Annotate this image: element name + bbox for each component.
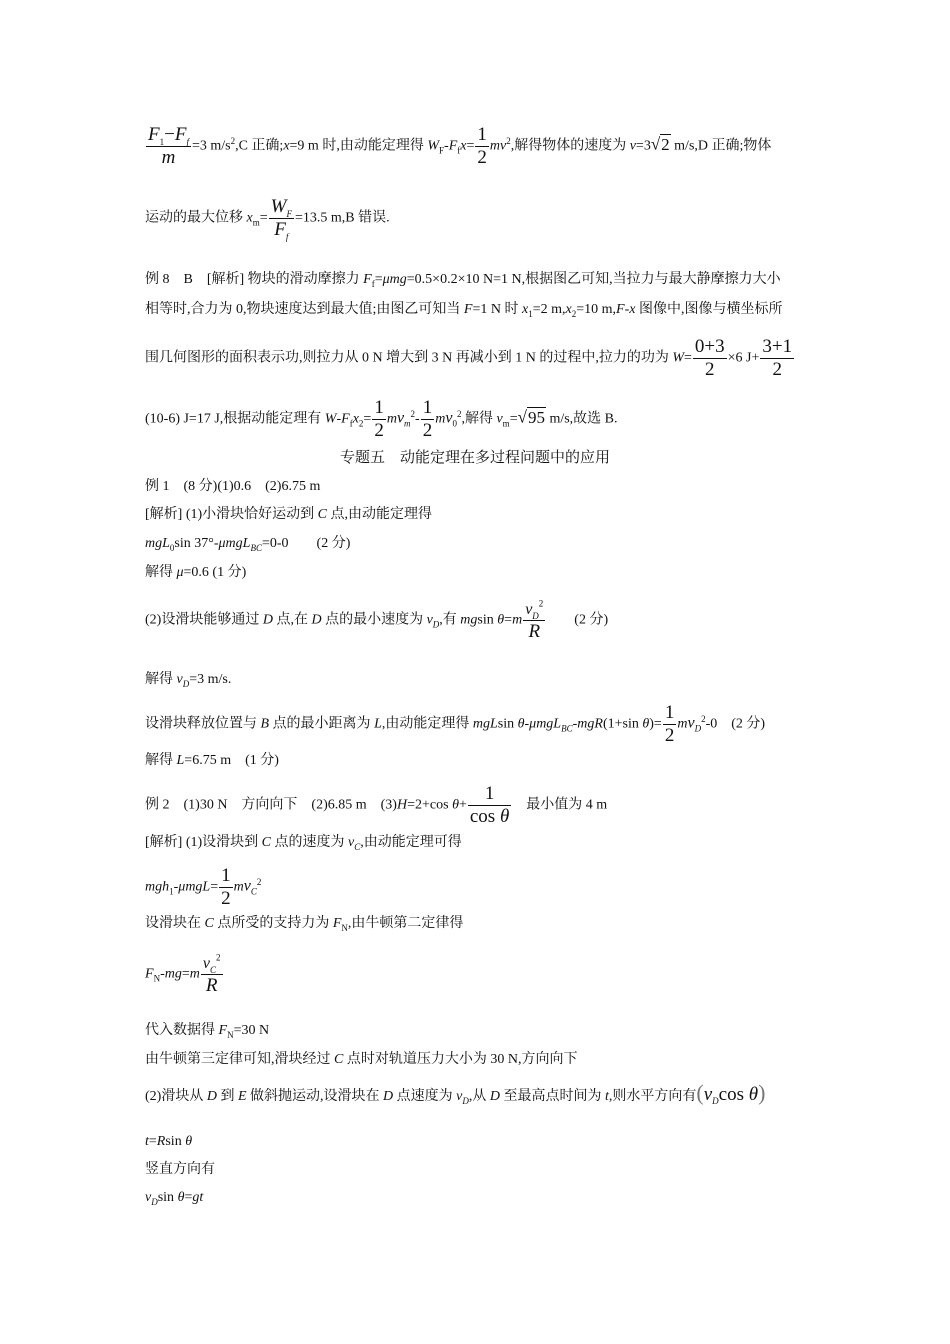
text: 点的最小距离为 (269, 716, 375, 732)
text: = (210, 879, 219, 895)
line-18: 设滑块在 C 点所受的支持力为 $F_N$,由牛顿第二定律得 (145, 916, 464, 933)
fraction: $\frac{3+1}{2}$ (762, 336, 793, 380)
line-23: t=Rsin θ (145, 1134, 193, 1149)
line-6: (10-6) J=17 J,根据动能定理有 $W-F_fx_2=$ $\frac{1}{2}$ $mv_m^2-$ $\frac{1}{2}$ $mv_0^2$,解得 $v_m=√95$ m/s,故选 B. (145, 397, 618, 441)
text: 做斜抛运动,设滑块在 (246, 1089, 384, 1104)
text: sin (157, 1190, 178, 1205)
text: m/s,D 正确;物体 (670, 138, 772, 154)
text: = (181, 966, 190, 982)
line-15: 例 2 (1)30 N 方向向下 (2)6.85 m (3)H=2+cos θ+ $\frac{1}{\text{cos θ}}$ 最小值为 4 m (145, 783, 608, 827)
line-24: 竖直方向有 (145, 1162, 215, 1177)
text: sin (497, 716, 518, 732)
text: =2+cos (407, 797, 453, 813)
text: 设滑块释放位置与 (145, 716, 261, 732)
text: ,由动能定理得 (381, 716, 473, 732)
fraction: $\frac{W_F}{F_f}$ (270, 196, 292, 242)
text: 图像中,图像与横坐标所 (635, 302, 783, 317)
text: = (184, 1190, 193, 1205)
text: (2)滑块从 (145, 1089, 207, 1104)
text: [解析] (1)小滑块恰好运动到 (145, 507, 318, 522)
text: = (504, 612, 513, 628)
line-5: 围几何图形的面积表示功,则拉力从 0 N 增大到 3 N 再减小到 1 N 的过程中,拉力的功为 W= $\frac{0+3}{2}$ ×6 J+ $\frac{3+1}{2}$ (145, 336, 793, 380)
fraction: $\frac{F_1-F_f}{m}$ (148, 124, 189, 168)
text: ,从 (468, 1089, 490, 1104)
fraction: $\frac{1}{2}$ (374, 397, 384, 441)
text: 解得 (145, 672, 177, 687)
text: 例 8 B [解析] 物块的滑动摩擦力 (145, 272, 364, 287)
text: 至最高点时间为 (499, 1089, 605, 1104)
text: = (148, 1134, 157, 1149)
line-3: 例 8 B [解析] 物块的滑动摩擦力 $F_f=\mu mg=0.5\times 0.2\times 10$ N=1 N,根据图乙可知,当拉力与最大静摩擦力大小 (145, 272, 781, 289)
text: (2)设滑块能够通过 (145, 612, 263, 628)
text: m/s,故选 B. (545, 411, 618, 427)
text: [解析] (1)设滑块到 (145, 835, 262, 850)
line-12: 解得 $v_D=3$ m/s. (145, 672, 232, 689)
line-19: $F_N-mg=m$ $\frac{v_C^2}{R}$ (145, 952, 221, 996)
text: =0.5×0.2×10 N=1 N,根据图乙可知,当拉力与最大静摩擦力大小 (406, 272, 781, 287)
line-21: 由牛顿第三定律可知,滑块经过 C 点时对轨道压力大小为 30 N,方向向下 (145, 1052, 578, 1067)
fraction: $\frac{v_D^2}{R}$ (525, 598, 544, 642)
fraction: $\frac{0+3}{2}$ (694, 336, 725, 380)
fraction: $\frac{1}{2}$ (477, 124, 487, 168)
line-10: 解得 μ=0.6 (1 分) (145, 565, 247, 580)
fraction: $\frac{1}{2}$ (422, 397, 433, 441)
line-7: 例 1 (8 分)(1)0.6 (2)6.75 m (145, 479, 321, 494)
text: =13.5 m,B 错误. (294, 210, 390, 226)
line-20: 代入数据得 $F_N=30$ N (145, 1023, 270, 1040)
line-9: mgL$_0$sin 37°-μmgL$_{BC}$=0-0 (2 分) (145, 536, 351, 553)
text: + (458, 797, 467, 813)
text: =9 m 时,由动能定理得 (289, 138, 428, 154)
text: ,解得 (461, 411, 497, 427)
text: =3 m/s. (189, 672, 232, 687)
text: =0-0 (2 分) (261, 536, 351, 551)
text: 点的最小速度为 (321, 612, 427, 628)
text: 最小值为 4 m (512, 797, 608, 813)
text: sin (477, 612, 498, 628)
line-13: 设滑块释放位置与 B 点的最小距离为 L,由动能定理得 mgLsin θ-μmgL$_{BC}$-mgR(1+sin θ)= $\frac{1}{2}$ $mv_D^2-0$ (2 分) (145, 702, 766, 746)
section-heading: 专题五 动能定理在多过程问题中的应用 (339, 450, 610, 466)
text: sin 37°- (174, 536, 219, 551)
text: 点速度为 (393, 1089, 457, 1104)
text: =1 N 时 (472, 302, 522, 317)
text: 运动的最大位移 (145, 210, 247, 226)
text: 例 2 (1)30 N 方向向下 (2)6.85 m (3) (145, 797, 397, 813)
text: =10 m, (576, 302, 616, 317)
text: ,则水平方向有 (608, 1089, 697, 1104)
line-14: 解得 L=6.75 m (1 分) (145, 753, 279, 768)
line-8: [解析] (1)小滑块恰好运动到 C 点,由动能定理得 (145, 507, 432, 522)
text: 相等时,合力为 0,物块速度达到最大值;由图乙可知当 (145, 302, 464, 317)
text: ×6 J+ (727, 350, 760, 366)
text: 解得 (145, 565, 177, 580)
text: ,C 正确; (235, 138, 284, 154)
text: (2 分) (546, 612, 609, 628)
text: =2 m, (532, 302, 566, 317)
line-17: mgh$_1$-μmgL= $\frac{1}{2}$ $mv_C^2$ (145, 865, 262, 909)
line-1: $\frac{F_1-F_f}{m}$ =3 $m/s^2,C$ 正确;x=9 m 时,由动能定理得 $W_F-F_fx=$ $\frac{1}{2}$ $mv^2$,解得物体的速度为 v=3√2 m/s,D 正确;物体 (148, 124, 772, 168)
text: 到 (216, 1089, 238, 1104)
fraction: $\frac{1}{\text{cos θ}}$ (469, 783, 510, 827)
text: 点,由动能定理得 (327, 507, 432, 522)
text: 点所受的支持力为 (213, 916, 333, 931)
text: 点,在 (272, 612, 312, 628)
text: (10-6) J=17 J,根据动能定理有 (145, 411, 325, 427)
text: 解得 (145, 753, 177, 768)
sqrt: √95 (517, 407, 545, 427)
fraction: $\frac{1}{2}$ (221, 865, 231, 909)
text: =0.6 (1 分) (183, 565, 247, 580)
text: 由牛顿第三定律可知,滑块经过 (145, 1052, 334, 1067)
fraction: $\frac{v_C^2}{R}$ (202, 952, 221, 996)
text: ,有 (439, 612, 461, 628)
text: 围几何图形的面积表示功,则拉力从 0 N 增大到 3 N 再减小到 1 N 的过程中,拉力的功为 (145, 350, 673, 366)
text: =6.75 m (1 分) (184, 753, 279, 768)
text: =30 N (233, 1023, 270, 1038)
text: 点的速度为 (271, 835, 348, 850)
fraction: $\frac{1}{2}$ (664, 702, 675, 746)
line-22: (2)滑块从 D 到 E 做斜抛运动,设滑块在 D 点速度为 $v_D$,从 D 至最高点时间为 t,则水平方向有($v_D\cos$ θ) (145, 1080, 766, 1106)
text: ,解得物体的速度为 (510, 138, 630, 154)
text: ,由动能定理可得 (360, 835, 462, 850)
sqrt: √2 (650, 134, 670, 154)
line-2: 运动的最大位移 $x_m=$ $\frac{W_F}{F_f}$ =13.5 m,B 错误. (145, 196, 390, 242)
text: sin (165, 1134, 186, 1149)
text: =3 m/s (191, 138, 231, 154)
text: 代入数据得 (145, 1023, 219, 1038)
line-25: $v_D\sin$ θ=gt (145, 1190, 204, 1207)
line-4: 相等时,合力为 0,物块速度达到最大值;由图乙可知当 F=1 N 时 $x_1=2$ $m,x_2=10$ m,F-x 图像中,图像与横坐标所 (145, 302, 783, 319)
text: (1+sin (602, 716, 643, 732)
text: 设滑块在 (145, 916, 205, 931)
line-11: (2)设滑块能够通过 D 点,在 D 点的最小速度为 $v_D$,有 mgsin θ=m $\frac{v_D^2}{R}$ (2 分) (145, 598, 609, 642)
text: 点时对轨道压力大小为 30 N,方向向下 (343, 1052, 578, 1067)
text: )= (649, 716, 662, 732)
text: ,由牛顿第二定律得 (347, 916, 464, 931)
text: -0 (2 分) (705, 716, 766, 732)
line-16: [解析] (1)设滑块到 C 点的速度为 $v_C$,由动能定理可得 (145, 835, 462, 852)
